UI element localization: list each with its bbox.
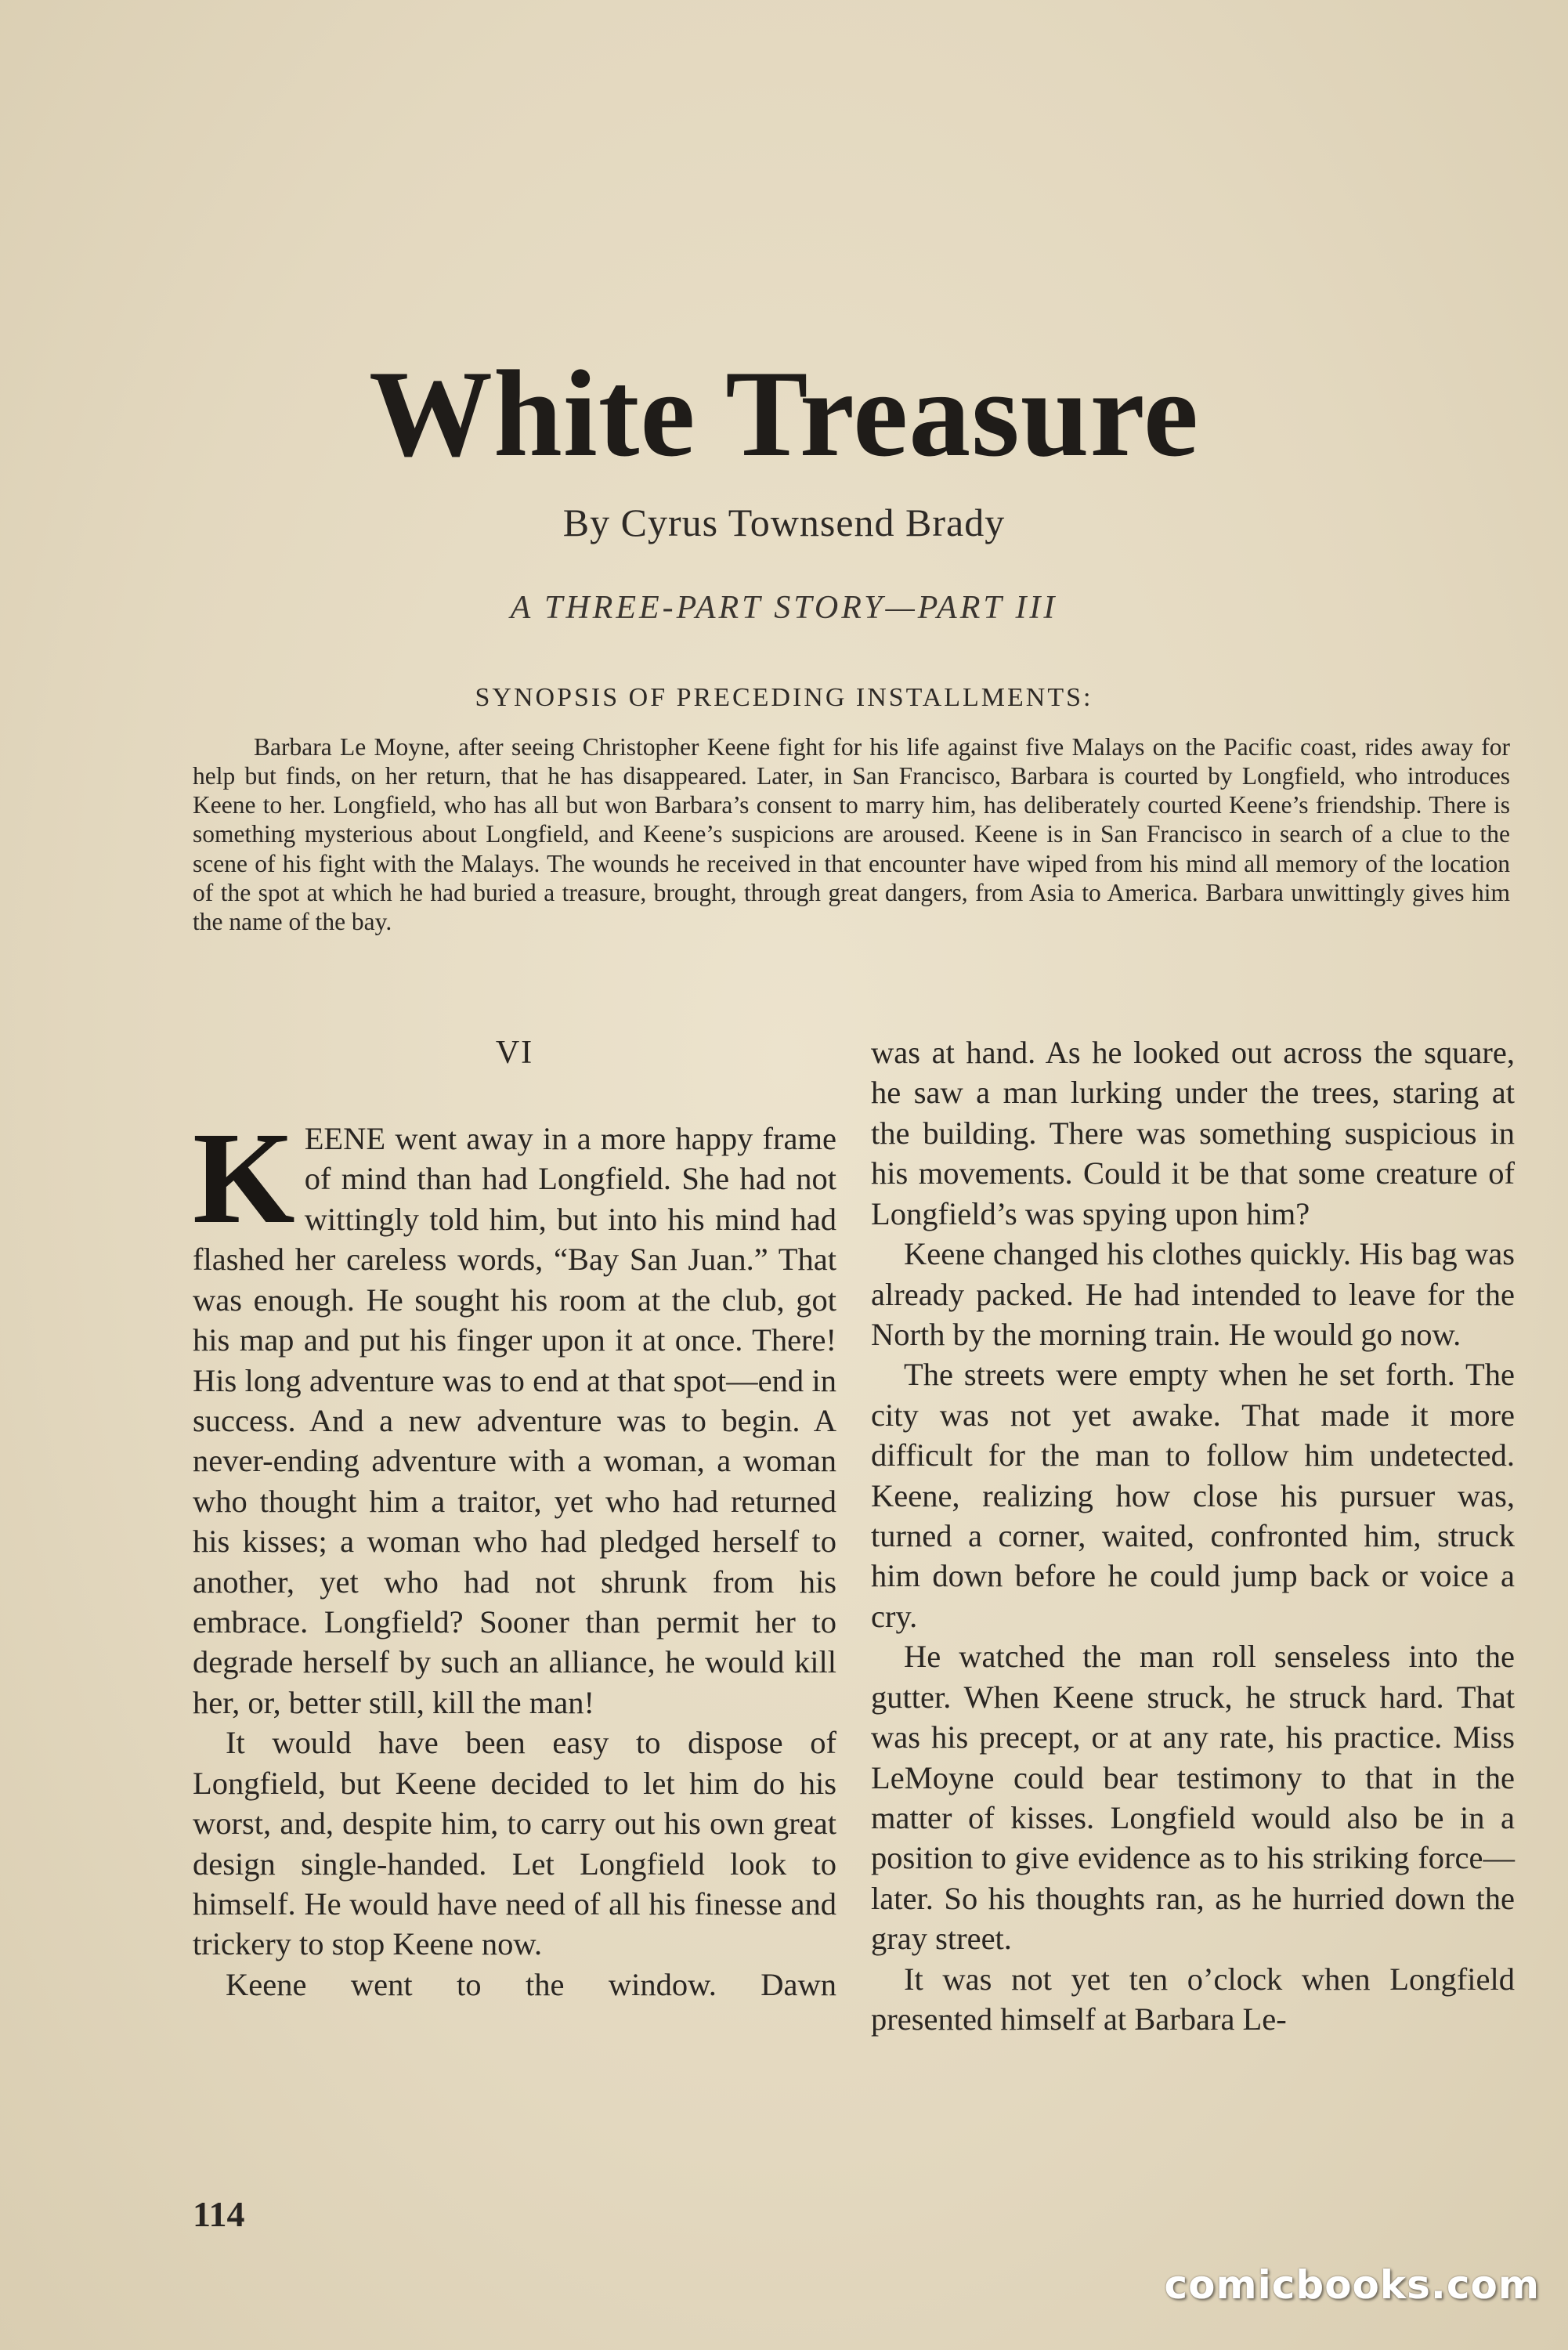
drop-cap: K [193,1105,295,1251]
right-column [871,1032,1515,2040]
body-paragraph: It would have been easy to dispose of Longfield, but Keene decided to let him do his worst, and, despite him, to carry out his own great design single-handed. Let Longfield look to himself. He would have need of all his finesse and trickery to stop Keene now. [193,1725,836,1962]
author-byline: By Cyrus Townsend Brady [562,501,1006,544]
series-label: A THREE-PART STORY—PART III [510,590,1058,626]
chapter-number: VI [495,1035,534,1071]
watermark-logo: comicbooks.com [1164,2262,1540,2308]
story-title: White Treasure [369,345,1199,483]
synopsis-heading: SYNOPSIS OF PRECEDING INSTALLMENTS: [475,683,1093,712]
body-paragraph: It was not yet ten o’clock when Longfield presented himself at Barbara Le- [871,1961,1515,2037]
synopsis-paragraph: Barbara Le Moyne, after seeing Christopher Keene fight for his life against five Malays on the Pacific coast, rides away for help but finds, on her return, that he has disappeared. Later, in San Francisco, Barbara is courted by Longfield, who introduces Keene to her. Longfield, who has all but won Barbara’s consent to marry him, has deliberately courted Keene’s friendship. There is something mysterious about Longfield, and Keene’s suspicions are aroused. Keene is in San Francisco in search of a clue to the scene of his fight with the Malays. The wounds he received in that encounter have wiped from his mind all memory of the location of the spot at which he had buried a treasure, brought, through great dangers, from Asia to America. Barbara unwittingly gives him the name of the bay. [193,733,1510,935]
opening-paragraph-text: EENE went away in a more happy frame of mind than had Longfield. She had not wittingly told him, but into his mind had flashed her careless words, “Bay San Juan.” That was enough. He sought his room at the club, got his map and put his finger upon it at once. There! His long adventure was to end at that spot—end in success. And a new adventure was to begin. A never-ending adventure with a woman, a woman who thought him a traitor, yet who had returned his kisses; a woman who had pledged herself to another, yet who had not shrunk from his embrace. Longfield? Sooner than permit her to degrade herself by such an alliance, he would kill her, or, better still, kill the man! [193,1121,836,1720]
body-paragraph: He watched the man roll senseless into the gutter. When Keene struck, he struck hard. That was his precept, or at any rate, his practice. Miss LeMoyne could bear testimony to that in the matter of kisses. Longfield would also be in a position to give evidence as to his striking force—later. So his thoughts ran, as he hurried down the gray street. [871,1639,1515,1957]
body-paragraph: Keene changed his clothes quickly. His bag was already packed. He had intended to leave for the North by the morning train. He would go now. [871,1236,1515,1352]
body-paragraph: The streets were empty when he set forth. The city was not yet awake. That made it more difficult for the man to follow him undetected. Keene, realizing how close his pursuer was, turned a corner, waited, confronted him, struck him down before he could jump back or voice a cry. [871,1357,1515,1634]
body-paragraph: was at hand. As he looked out across the square, he saw a man lurking under the trees, staring at the building. There was something suspicious in his movements. Could it be that some creature of Longfield’s was spying upon him? [871,1035,1515,1231]
left-column [193,1032,836,2005]
opening-paragraph [193,1105,836,1723]
page-number: 114 [193,2194,245,2234]
body-paragraph: Keene went to the window. Dawn [226,1966,836,2002]
